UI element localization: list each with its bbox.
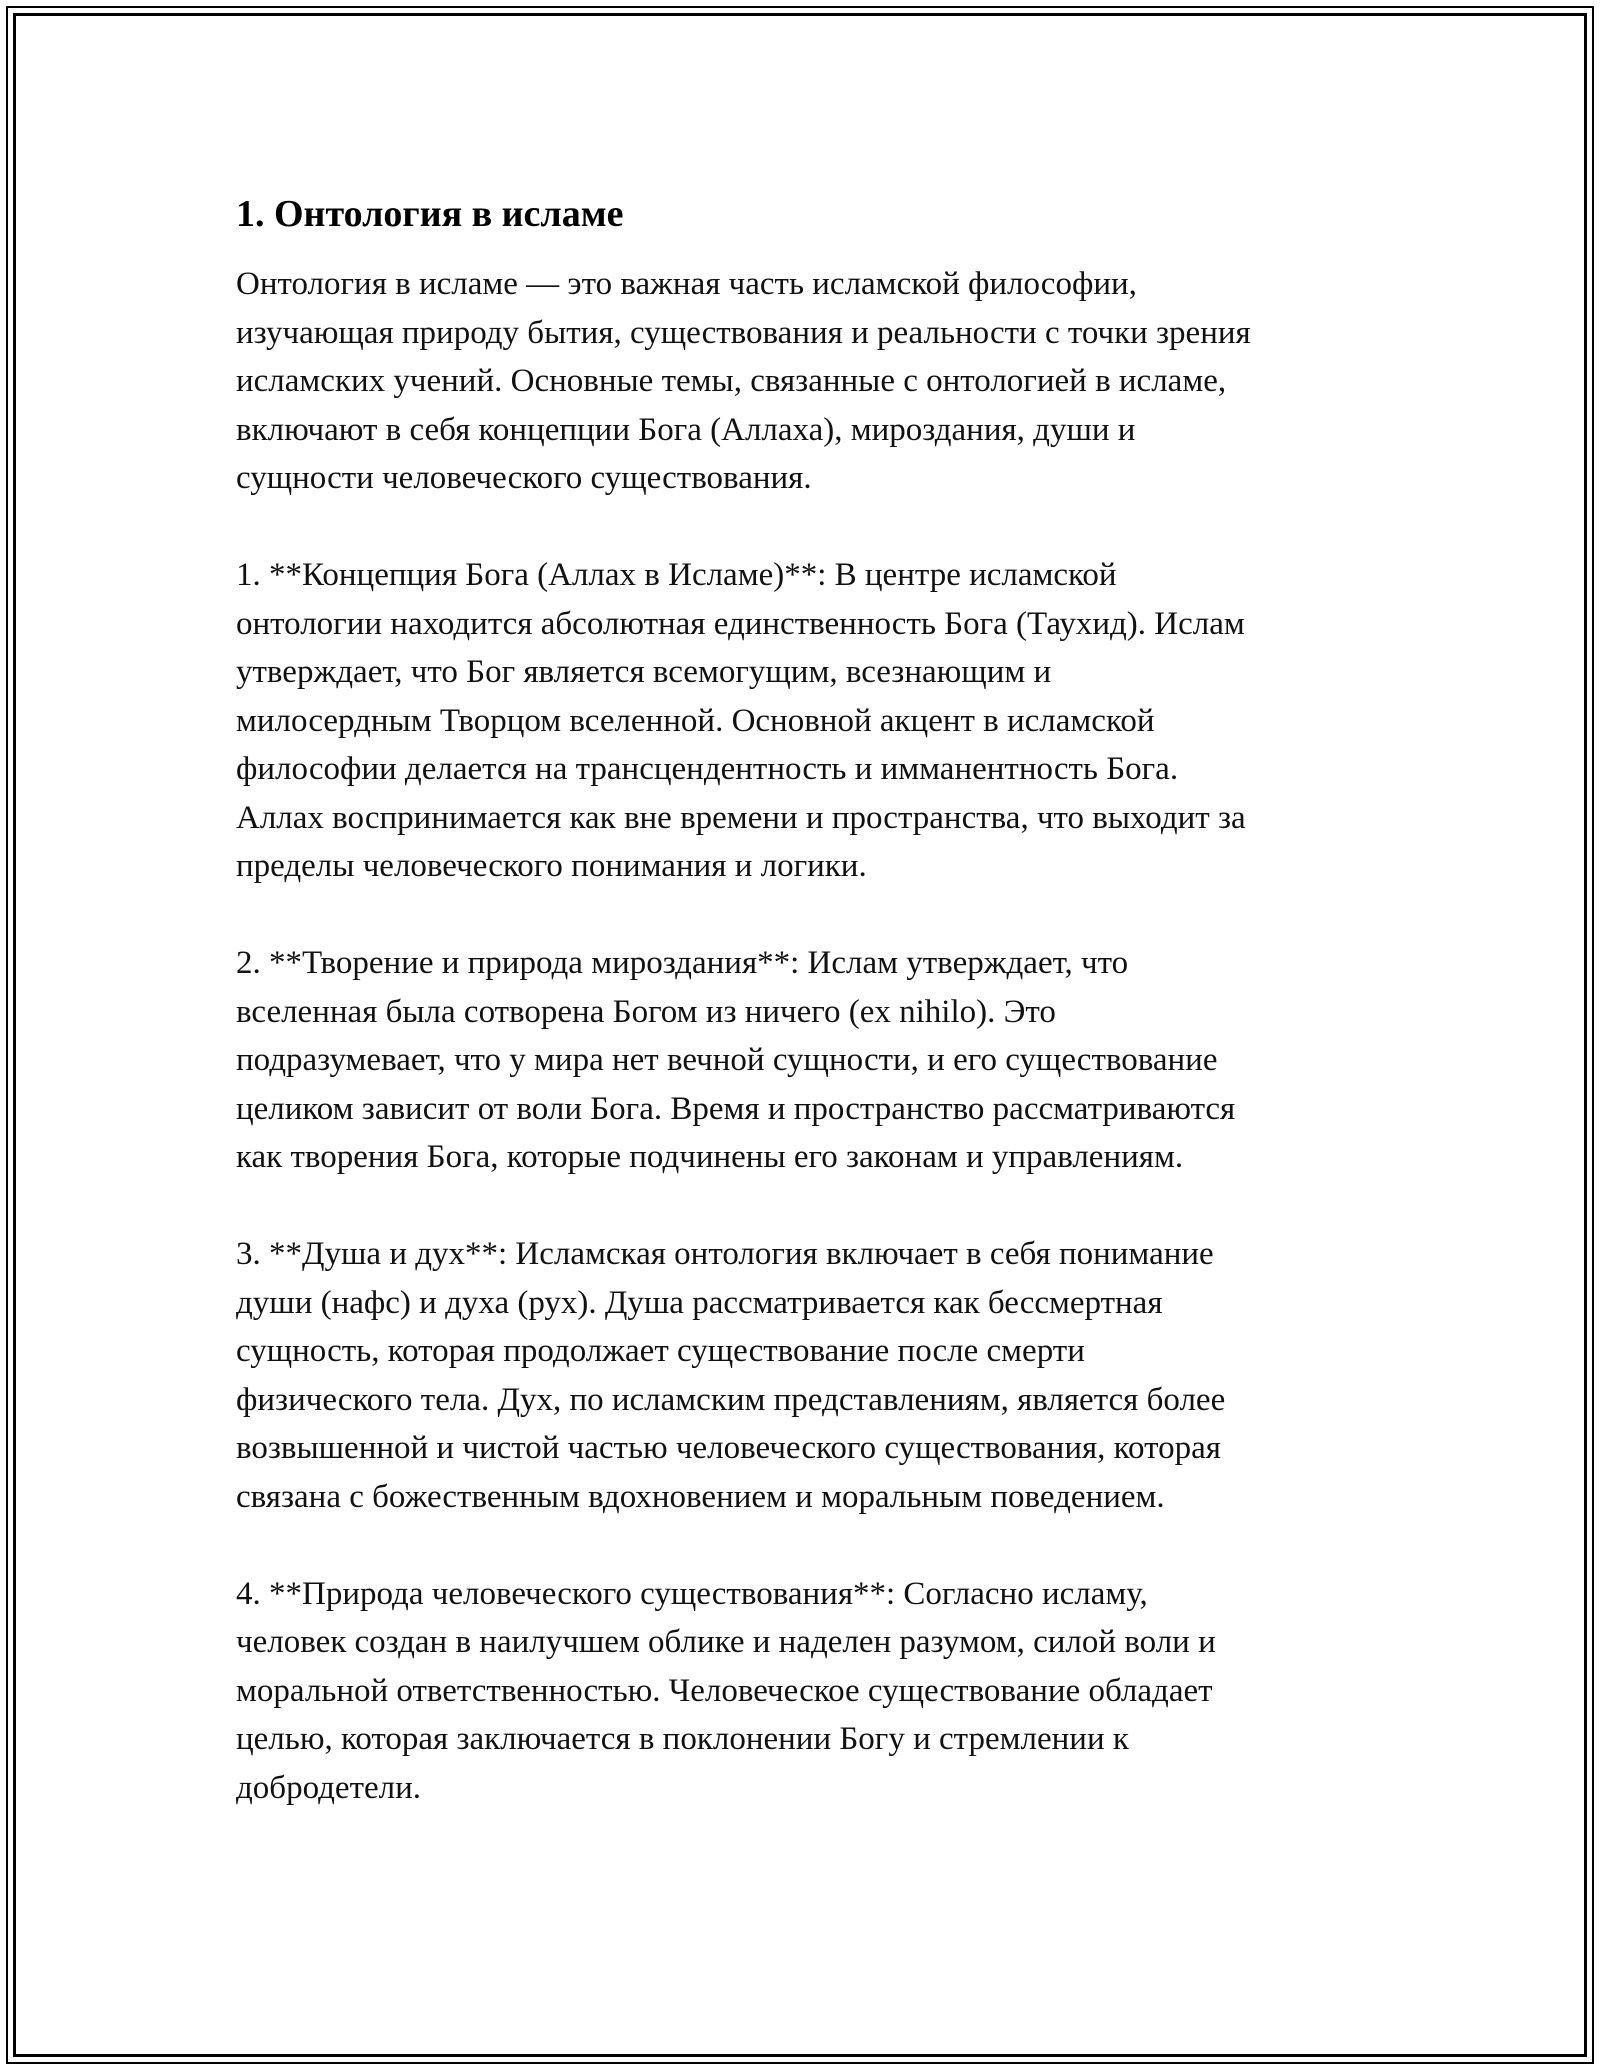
paragraph-creation: 2. **Творение и природа мироздания**: Ислам утверждает, что вселенная была сотворена Богом из ничего (ex nihilo). Это подразумевает, что у мира нет вечной сущности, и его существование целиком зависит от воли Бога. Время и пространство рассматриваются как творения Бога, которые подчинены его законам и управлениям. <box>236 945 1236 1175</box>
section-heading: 1. Онтология в исламе <box>236 193 624 235</box>
paragraph-human-existence: 4. **Природа человеческого существования**: Согласно исламу, человек создан в наилучшем облике и наделен разумом, силой воли и моральной ответственностью. Человеческое существование обладает целью, которая заключается в поклонении Богу и стремлении к добродетели. <box>236 1575 1216 1806</box>
paragraph-soul-and-spirit: 3. **Душа и дух**: Исламская онтология включает в себя понимание души (нафс) и духа (рух). Душа рассматривается как бессмертная сущность, которая продолжает существование после смерти физического тела. Дух, по исламским представлениям, является более возвышенной и чистой частью человеческого существования, которая связана с божественным вдохновением и моральным поведением. <box>236 1236 1226 1515</box>
document-body <box>236 190 1386 1861</box>
paragraph-concept-of-god: 1. **Концепция Бога (Аллах в Исламе)**: В центре исламской онтологии находится абсолютная единственность Бога (Таухид). Ислам утверждает, что Бог является всемогущим, всезнающим и милосердным Творцом вселенной. Основной акцент в исламской философии делается на трансцендентность и имманентность Бога. Аллах воспринимается как вне времени и пространства, что выходит за пределы человеческого понимания и логики. <box>236 557 1246 884</box>
intro-paragraph: Онтология в исламе — это важная часть исламской философии, изучающая природу бытия, существования и реальности с точки зрения исламских учений. Основные темы, связанные с онтологией в исламе, включают в себя концепции Бога (Аллаха), мироздания, души и сущности человеческого существования. <box>236 266 1251 496</box>
